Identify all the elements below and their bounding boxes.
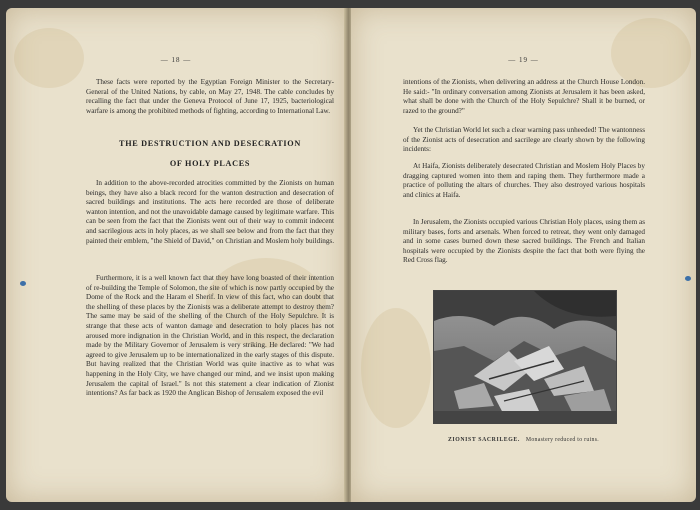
intro-paragraph: These facts were reported by the Egyptian Foreign Minister to the Secretary-General of the United Nations, by cable, on May 27, 1948. The cable concludes by recalling the fact that under the Geneva Protocol of June 17, 1925, bacteriological warfare is among the prohibited methods of fighting, according to International Law. <box>86 78 334 115</box>
page-number: — 18 — <box>160 56 192 64</box>
body-paragraph: intentions of the Zionists, when delivering an address at the Church House London. He said:- "In ordinary conversation among Zionists at Jerusalem it has been asked, what shall be done with the Church of the Holy Sepulchre? Shall it be burned, or razed to the ground?" <box>403 78 645 115</box>
paper-stain <box>361 308 431 428</box>
left-page <box>6 8 346 502</box>
body-paragraph: In addition to the above-recorded atrocities committed by the Zionists on human beings, they have also a black record for the wanton destruction and desecration of sacred buildings and institutions. The acts here recorded are those of deliberate wanton intention, and not the unavoidable damage caused by legitimate warfare. This can be seen from the fact that the Zionists went out of their way to commit indecent and sacrilegious acts in holy places, as we shall see below and from the fact that they painted their emblem, "the Shield of David," on Christian and Moslem holy buildings. <box>86 179 335 245</box>
page-number: — 19 — <box>508 56 539 64</box>
ink-spot <box>20 281 26 286</box>
caption-text: Monastery reduced to ruins. <box>525 437 600 443</box>
body-paragraph: Yet the Christian World let such a clear warning pass unheeded! The wantonness of the Zionist acts of desecration and sacrilege are clearly shown by the following incidents: <box>403 126 645 154</box>
ruins-photo <box>433 290 617 424</box>
caption-title: ZIONIST SACRILEGE. <box>447 437 520 443</box>
ruins-photo-graphic <box>434 291 616 423</box>
body-paragraph: At Haifa, Zionists deliberately desecrated Christian and Moslem Holy Places by dragging captured women into them and raping them. They furthermore made a practice of polluting the altars of churches. They also destroyed various hospitals and clinics at Haifa. <box>403 162 645 199</box>
ink-spot <box>685 276 691 281</box>
body-paragraph: Furthermore, it is a well known fact that they have long boasted of their intention of re-building the Temple of Solomon, the site of which is now partly occupied by the Dome of the Rock and the Haram el Sherif. In view of this fact, who can doubt that the shelling of these places by the Zionists was a deliberate attempt to destroy them? The same may be said of the shelling of the Church of the Holy Sepulchre. It is strange that these acts of wanton damage and desecration to holy places has not aroused more indignation in the Christian World, and in this respect, the declaration made by the Military Governor of Jerusalem is very striking. He declared: "We had agreed to give Jerusalem up to be internationalized in the early stages of this dispute. But having realized that the Christian World was quite inactive as to what was happening in the Holy City, we have changed our mind, and we insist upon making Jerusalem the capital of Israel." Is not this statement a clear indication of Zionist intentions? As far back as 1920 the Anglican Bishop of Jerusalem exposed the evil <box>86 274 334 398</box>
book-spread <box>6 8 696 502</box>
photo-caption <box>351 437 696 443</box>
right-page <box>351 8 696 502</box>
section-heading-line1: THE DESTRUCTION AND DESECRATION <box>119 139 301 148</box>
body-paragraph: In Jerusalem, the Zionists occupied various Christian Holy places, using them as military bases, forts and arsenals. When forced to retreat, they went only damaged and in some cases burned down these sacred buildings. The French and Italian hospitals were occupied by the Zionists despite the fact that both were flying the Red Cross flag. <box>403 218 645 265</box>
section-heading-line2: OF HOLY PLACES <box>169 159 251 168</box>
